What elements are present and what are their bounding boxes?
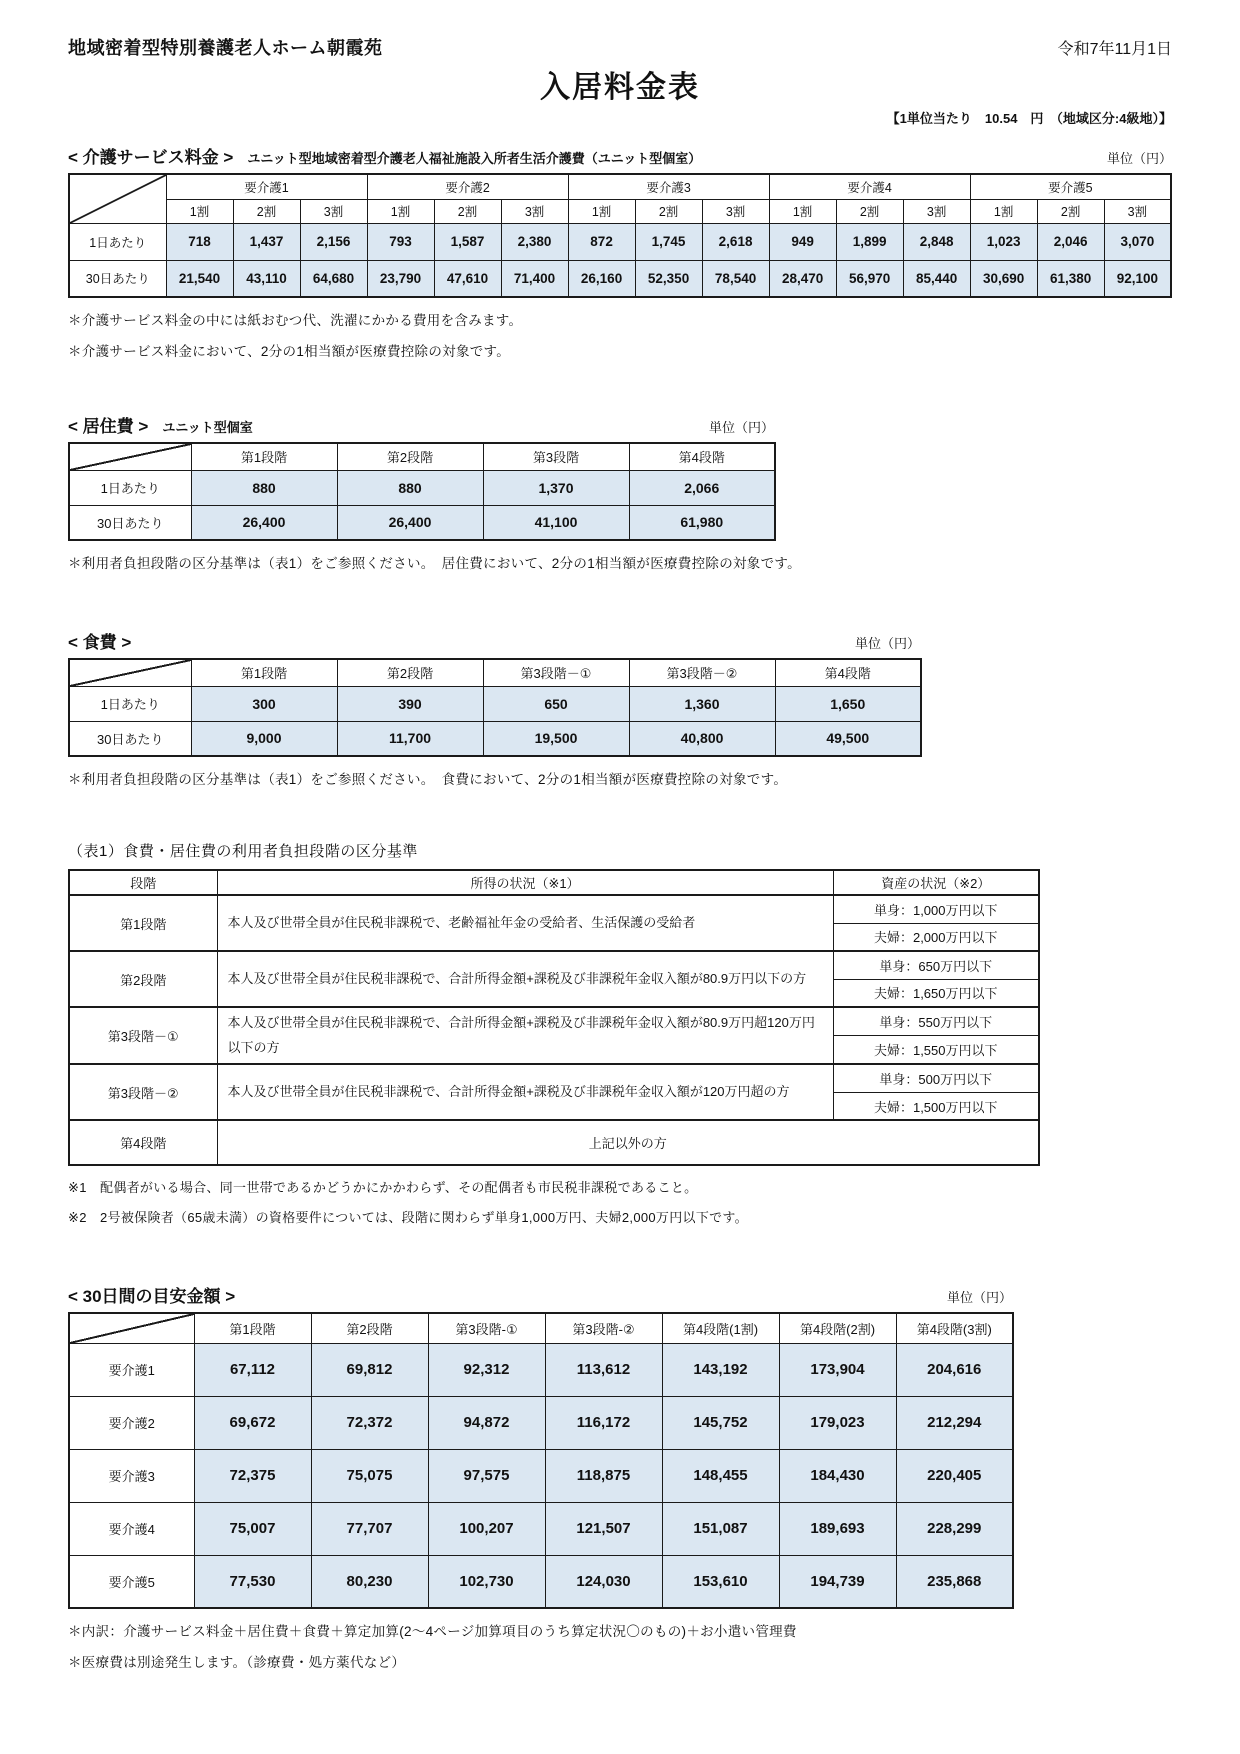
corner-diagonal-cell	[69, 659, 191, 686]
stage-header: 第1段階	[191, 443, 337, 470]
row-label: 30日あたり	[69, 505, 191, 540]
fee-cell: 77,530	[194, 1555, 311, 1608]
fee-cell: 1,370	[483, 470, 629, 505]
housing-fee-section	[68, 412, 1172, 572]
fee-cell: 102,730	[428, 1555, 545, 1608]
fee-cell: 1,437	[233, 223, 300, 260]
table-row	[69, 505, 775, 540]
income-cell: 本人及び世帯全員が住民税非課税で、合計所得金額+課税及び非課税年金収入額が120万円超の方	[217, 1064, 833, 1120]
meal-unit-label: 単位（円）	[854, 636, 920, 651]
table-row	[69, 470, 775, 505]
fee-cell: 61,980	[629, 505, 775, 540]
criteria-notes	[68, 1177, 1172, 1226]
income-cell: 本人及び世帯全員が住民税非課税で、合計所得金額+課税及び非課税年金収入額が80.9万円超120万円以下の方	[217, 1007, 833, 1064]
asset-cell: 夫婦：1,650万円以下	[833, 979, 1039, 1007]
fee-cell: 390	[337, 686, 483, 721]
estimate-header-row	[69, 1313, 1013, 1343]
fee-cell: 189,693	[779, 1502, 896, 1555]
ratio-header: 1割	[568, 199, 635, 223]
monthly-estimate-section	[68, 1282, 1172, 1671]
care-level-header-row	[69, 174, 1171, 199]
fee-cell: 92,312	[428, 1343, 545, 1396]
ratio-header: 1割	[970, 199, 1037, 223]
housing-unit-label: 単位（円）	[708, 420, 774, 435]
fee-cell: 204,616	[896, 1343, 1013, 1396]
fee-cell: 56,970	[836, 260, 903, 297]
fee-cell: 949	[769, 223, 836, 260]
facility-name: 地域密着型特別養護老人ホーム朝霞苑	[68, 38, 383, 58]
stage-header: 第4段階(1割)	[662, 1313, 779, 1343]
care-level-header: 要介護1	[166, 174, 367, 199]
stage-header: 第3段階－①	[483, 659, 629, 686]
stage-header: 第4段階	[775, 659, 921, 686]
estimate-heading: < 30日間の目安金額 >	[68, 1287, 236, 1307]
page-title: 入居料金表	[540, 71, 700, 104]
stage-header: 第4段階(2割)	[779, 1313, 896, 1343]
fee-cell: 124,030	[545, 1555, 662, 1608]
fee-cell: 72,372	[311, 1396, 428, 1449]
note-line: ＊介護サービス料金において、2分の1相当額が医療費控除の対象です。	[68, 344, 511, 359]
ratio-header: 3割	[501, 199, 568, 223]
ratio-header: 3割	[903, 199, 970, 223]
fee-cell: 1,360	[629, 686, 775, 721]
corner-diagonal-cell	[69, 443, 191, 470]
corner-diagonal-cell	[69, 174, 166, 223]
stage-criteria-section	[68, 840, 1172, 1226]
note-line: ＊医療費は別途発生します。（診療費・処方薬代など）	[68, 1655, 406, 1671]
fee-cell: 75,007	[194, 1502, 311, 1555]
fee-cell: 143,192	[662, 1343, 779, 1396]
estimate-unit-label: 単位（円）	[946, 1290, 1012, 1306]
fee-cell: 80,230	[311, 1555, 428, 1608]
estimate-heading-row	[68, 1282, 1012, 1307]
care-level-header: 要介護5	[970, 174, 1171, 199]
housing-heading-row	[68, 412, 774, 437]
note-line: ＊利用者負担段階の区分基準は（表1）をご参照ください。 食費において、2分の1相当額が医療費控除の対象です。	[68, 772, 788, 787]
fee-cell: 1,023	[970, 223, 1037, 260]
note-line: ＊利用者負担段階の区分基準は（表1）をご参照ください。 居住費において、2分の1相当額が医療費控除の対象です。	[68, 556, 801, 571]
care-fee-table	[68, 173, 1172, 298]
stage-criteria-title: （表1）食費・居住費の利用者負担段階の区分基準	[68, 843, 418, 860]
stage-header: 第4段階(3割)	[896, 1313, 1013, 1343]
row-label: 1日あたり	[69, 223, 166, 260]
fee-cell: 118,875	[545, 1449, 662, 1502]
row-label: 要介護1	[69, 1343, 194, 1396]
meal-heading-row	[68, 628, 920, 653]
fee-cell: 77,707	[311, 1502, 428, 1555]
stage-header: 第2段階	[337, 443, 483, 470]
income-cell: 本人及び世帯全員が住民税非課税で、老齢福祉年金の受給者、生活保護の受給者	[217, 895, 833, 951]
fee-cell: 145,752	[662, 1396, 779, 1449]
asset-cell: 夫婦：2,000万円以下	[833, 923, 1039, 951]
stage-column-header: 段階	[69, 870, 217, 895]
fee-cell: 26,400	[337, 505, 483, 540]
fee-cell: 30,690	[970, 260, 1037, 297]
fee-cell: 3,070	[1104, 223, 1171, 260]
fee-cell: 151,087	[662, 1502, 779, 1555]
fee-cell: 23,790	[367, 260, 434, 297]
table-row	[69, 1064, 1039, 1092]
fee-cell: 26,160	[568, 260, 635, 297]
housing-heading: < 居住費 >	[68, 417, 149, 436]
stage-cell: 第4段階	[69, 1120, 217, 1165]
fee-cell: 100,207	[428, 1502, 545, 1555]
fee-cell: 21,540	[166, 260, 233, 297]
ratio-header: 2割	[836, 199, 903, 223]
stage-header: 第1段階	[191, 659, 337, 686]
fee-cell: 67,112	[194, 1343, 311, 1396]
asset-cell: 単身：500万円以下	[833, 1064, 1039, 1092]
fee-cell: 1,899	[836, 223, 903, 260]
fee-cell: 2,380	[501, 223, 568, 260]
meal-heading: < 食費 >	[68, 633, 132, 652]
stage-cell: 第3段階－②	[69, 1064, 217, 1120]
ratio-header: 3割	[1104, 199, 1171, 223]
fee-cell: 43,110	[233, 260, 300, 297]
fee-cell: 19,500	[483, 721, 629, 756]
fee-cell: 718	[166, 223, 233, 260]
stage-header: 第3段階	[483, 443, 629, 470]
housing-notes	[68, 552, 1172, 572]
fee-cell: 69,812	[311, 1343, 428, 1396]
ratio-header: 2割	[434, 199, 501, 223]
income-column-header: 所得の状況（※1）	[217, 870, 833, 895]
housing-fee-table	[68, 442, 776, 541]
table-row	[69, 1449, 1013, 1502]
ratio-header: 3割	[702, 199, 769, 223]
care-fee-section	[68, 143, 1172, 360]
fee-cell: 2,618	[702, 223, 769, 260]
stage-header: 第3段階-②	[545, 1313, 662, 1343]
fee-cell: 228,299	[896, 1502, 1013, 1555]
row-label: 1日あたり	[69, 686, 191, 721]
income-cell: 上記以外の方	[217, 1120, 1039, 1165]
table-row	[69, 686, 921, 721]
fee-cell: 72,375	[194, 1449, 311, 1502]
ratio-header: 1割	[166, 199, 233, 223]
fee-cell: 92,100	[1104, 260, 1171, 297]
note-line: ＊介護サービス料金の中には紙おむつ代、洗濯にかかる費用を含みます。	[68, 313, 523, 328]
table-row	[69, 223, 1171, 260]
ratio-header: 2割	[233, 199, 300, 223]
fee-cell: 212,294	[896, 1396, 1013, 1449]
fee-cell: 220,405	[896, 1449, 1013, 1502]
fee-cell: 793	[367, 223, 434, 260]
row-label: 要介護4	[69, 1502, 194, 1555]
meal-fee-section	[68, 628, 1172, 788]
fee-cell: 872	[568, 223, 635, 260]
assets-column-header: 資産の状況（※2）	[833, 870, 1039, 895]
asset-cell: 単身：650万円以下	[833, 951, 1039, 979]
fee-cell: 235,868	[896, 1555, 1013, 1608]
asset-cell: 夫婦：1,500万円以下	[833, 1092, 1039, 1120]
fee-cell: 179,023	[779, 1396, 896, 1449]
note-line: ＊内訳：介護サービス料金＋居住費＋食費＋算定加算(2～4ページ加算項目のうち算定状況〇のもの)＋お小遣い管理費	[68, 1624, 797, 1640]
document-date: 令和7年11月1日	[1057, 41, 1172, 58]
fee-cell: 194,739	[779, 1555, 896, 1608]
fee-cell: 47,610	[434, 260, 501, 297]
fee-cell: 113,612	[545, 1343, 662, 1396]
fee-cell: 116,172	[545, 1396, 662, 1449]
page-header	[68, 34, 1172, 60]
fee-cell: 880	[337, 470, 483, 505]
row-label: 30日あたり	[69, 260, 166, 297]
fee-cell: 880	[191, 470, 337, 505]
fee-cell: 49,500	[775, 721, 921, 756]
asset-cell: 夫婦：1,550万円以下	[833, 1036, 1039, 1065]
fee-cell: 2,156	[300, 223, 367, 260]
ratio-header: 1割	[769, 199, 836, 223]
fee-cell: 41,100	[483, 505, 629, 540]
housing-subtitle: ユニット型個室	[162, 420, 253, 435]
burden-ratio-header-row	[69, 199, 1171, 223]
table-row	[69, 1555, 1013, 1608]
ratio-header: 2割	[635, 199, 702, 223]
table-row	[69, 1007, 1039, 1036]
stage-header: 第3段階-①	[428, 1313, 545, 1343]
row-label: 30日あたり	[69, 721, 191, 756]
fee-cell: 1,745	[635, 223, 702, 260]
fee-cell: 26,400	[191, 505, 337, 540]
fee-cell: 9,000	[191, 721, 337, 756]
fee-cell: 2,046	[1037, 223, 1104, 260]
note-line: ※1 配偶者がいる場合、同一世帯であるかどうかにかかわらず、その配偶者も市民税非課税であること。	[68, 1180, 698, 1196]
care-fee-heading-row	[68, 143, 1172, 168]
stage-header: 第2段階	[337, 659, 483, 686]
fee-cell: 94,872	[428, 1396, 545, 1449]
fee-cell: 1,587	[434, 223, 501, 260]
meal-fee-table	[68, 658, 922, 757]
stage-header: 第1段階	[194, 1313, 311, 1343]
fee-cell: 153,610	[662, 1555, 779, 1608]
fee-cell: 71,400	[501, 260, 568, 297]
fee-cell: 28,470	[769, 260, 836, 297]
estimate-notes	[68, 1620, 1172, 1671]
fee-cell: 650	[483, 686, 629, 721]
table-row	[69, 951, 1039, 979]
fee-cell: 184,430	[779, 1449, 896, 1502]
care-level-header: 要介護3	[568, 174, 769, 199]
care-fee-unit-label: 単位（円）	[1106, 151, 1172, 166]
unit-price-note: 【1単位当たり 10.54 円 （地域区分:4級地）】	[886, 111, 1172, 126]
stage-criteria-table	[68, 869, 1040, 1166]
stage-header: 第3段階－②	[629, 659, 775, 686]
fee-cell: 97,575	[428, 1449, 545, 1502]
table-row	[69, 1120, 1039, 1165]
ratio-header: 1割	[367, 199, 434, 223]
meal-header-row	[69, 659, 921, 686]
care-level-header: 要介護4	[769, 174, 970, 199]
fee-cell: 52,350	[635, 260, 702, 297]
fee-cell: 148,455	[662, 1449, 779, 1502]
fee-cell: 40,800	[629, 721, 775, 756]
row-label: 要介護2	[69, 1396, 194, 1449]
table-row	[69, 1343, 1013, 1396]
note-line: ※2 2号被保険者（65歳未満）の資格要件については、段階に関わらず単身1,000万円、夫婦2,000万円以下です。	[68, 1210, 748, 1226]
income-cell: 本人及び世帯全員が住民税非課税で、合計所得金額+課税及び非課税年金収入額が80.9万円以下の方	[217, 951, 833, 1007]
fee-cell: 300	[191, 686, 337, 721]
ratio-header: 3割	[300, 199, 367, 223]
fee-cell: 11,700	[337, 721, 483, 756]
asset-cell: 単身：1,000万円以下	[833, 895, 1039, 923]
fee-cell: 85,440	[903, 260, 970, 297]
stage-cell: 第1段階	[69, 895, 217, 951]
fee-cell: 2,066	[629, 470, 775, 505]
table-row	[69, 1502, 1013, 1555]
fee-cell: 78,540	[702, 260, 769, 297]
fee-cell: 1,650	[775, 686, 921, 721]
fee-cell: 173,904	[779, 1343, 896, 1396]
row-label: 要介護3	[69, 1449, 194, 1502]
fee-cell: 2,848	[903, 223, 970, 260]
meal-notes	[68, 768, 1172, 788]
monthly-estimate-table	[68, 1312, 1014, 1609]
fee-cell: 61,380	[1037, 260, 1104, 297]
row-label: 要介護5	[69, 1555, 194, 1608]
stage-cell: 第2段階	[69, 951, 217, 1007]
stage-cell: 第3段階－①	[69, 1007, 217, 1064]
ratio-header: 2割	[1037, 199, 1104, 223]
fee-cell: 69,672	[194, 1396, 311, 1449]
row-label: 1日あたり	[69, 470, 191, 505]
table-row	[69, 895, 1039, 923]
stage-header: 第2段階	[311, 1313, 428, 1343]
criteria-header-row	[69, 870, 1039, 895]
care-fee-subtitle: ユニット型地域密着型介護老人福祉施設入所者生活介護費（ユニット型個室）	[247, 151, 702, 166]
stage-header: 第4段階	[629, 443, 775, 470]
care-level-header: 要介護2	[367, 174, 568, 199]
asset-cell: 単身：550万円以下	[833, 1007, 1039, 1036]
care-fee-heading: < 介護サービス料金 >	[68, 148, 234, 167]
housing-header-row	[69, 443, 775, 470]
fee-cell: 64,680	[300, 260, 367, 297]
table-row	[69, 260, 1171, 297]
fee-cell: 121,507	[545, 1502, 662, 1555]
fee-cell: 75,075	[311, 1449, 428, 1502]
table-row	[69, 721, 921, 756]
corner-diagonal-cell	[69, 1313, 194, 1343]
table-row	[69, 1396, 1013, 1449]
care-fee-notes	[68, 309, 1172, 360]
